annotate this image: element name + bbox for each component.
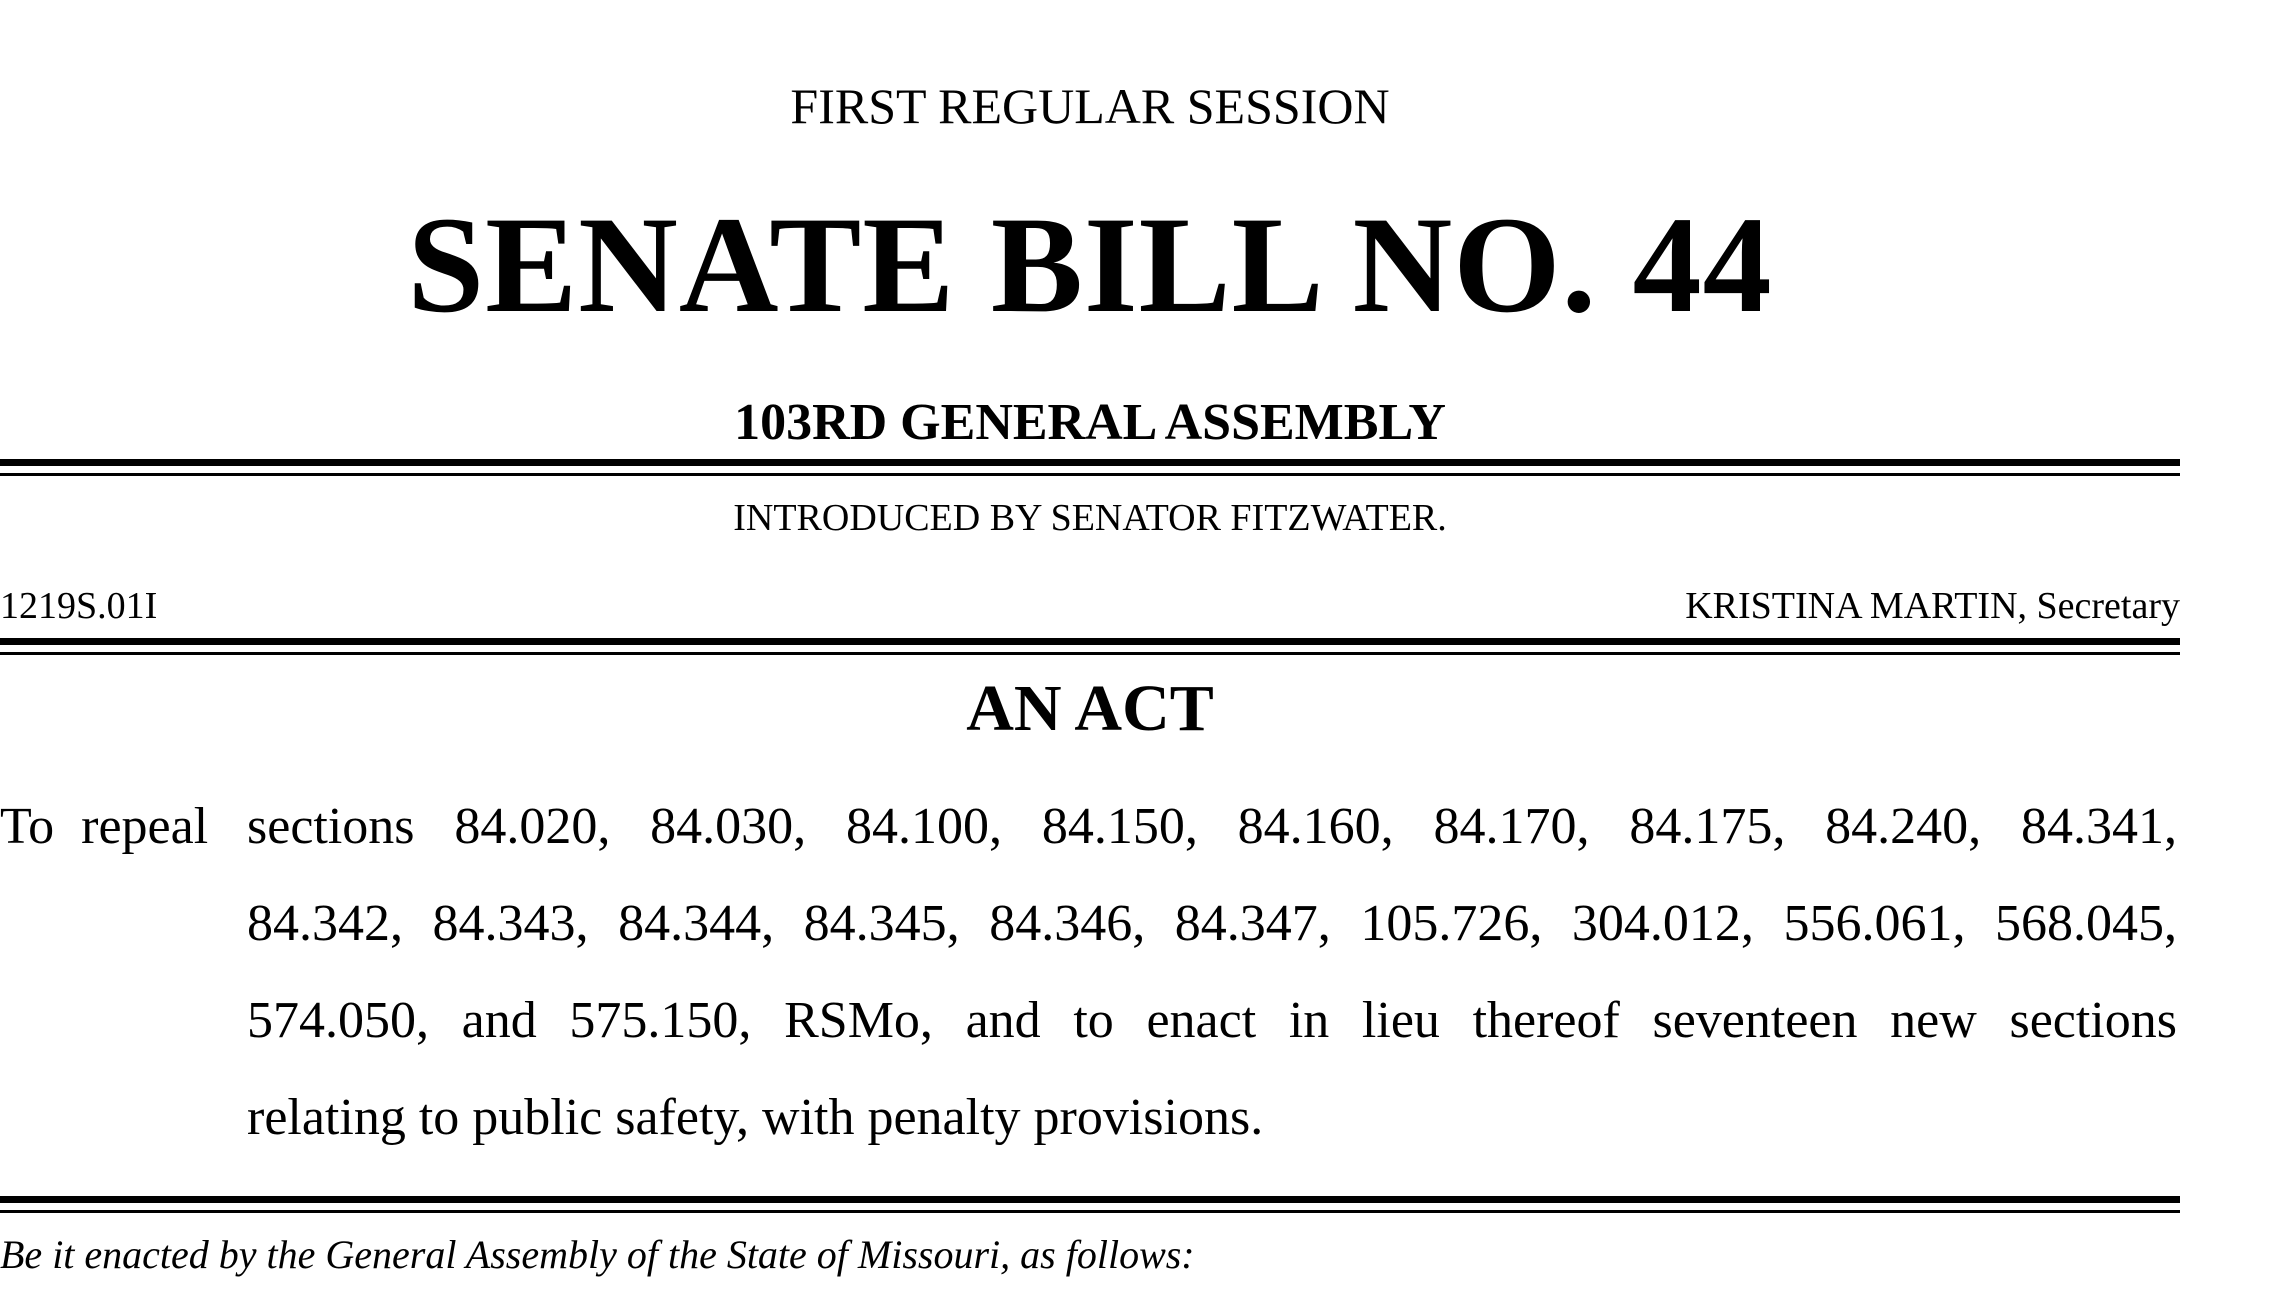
act-title-line: 574.050, and 575.150, RSMo, and to enact in lieu thereof seventeen new sections [247,992,2177,1049]
act-title-line: sections 84.020, 84.030, 84.100, 84.150, 84.160, 84.170, 84.175, 84.240, 84.341, [247,798,2177,855]
act-prefix: To repeal [0,798,209,855]
divider-thin [0,652,2180,655]
bill-title: SENATE BILL NO. 44 [407,188,1773,341]
divider-thin [0,1210,2180,1213]
act-title-line: 84.342, 84.343, 84.344, 84.345, 84.346, 84.347, 105.726, 304.012, 556.061, 568.045, [247,895,2177,952]
introduced-by: INTRODUCED BY SENATOR FITZWATER. [733,497,1447,539]
divider-thick [0,459,2180,466]
assembly-label: 103RD GENERAL ASSEMBLY [734,394,1446,451]
enacting-clause: Be it enacted by the General Assembly of the State of Missouri, as follows: [0,1232,1195,1277]
act-title-line: relating to public safety, with penalty provisions. [247,1089,1264,1146]
act-heading: AN ACT [966,672,1214,745]
document-code: 1219S.01I [0,585,158,627]
session-label: FIRST REGULAR SESSION [790,78,1390,134]
secretary-name: KRISTINA MARTIN, Secretary [1685,585,2180,627]
divider-thick [0,638,2180,645]
divider-thin [0,473,2180,476]
divider-thick [0,1196,2180,1203]
